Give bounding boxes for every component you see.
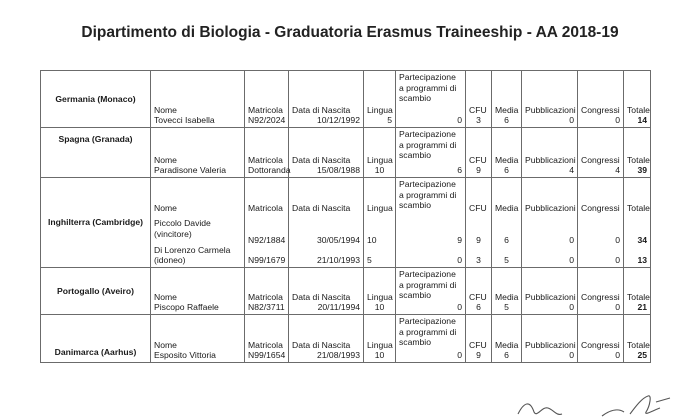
- data-header: Data di Nascita: [292, 339, 351, 350]
- country-cell: Portogallo (Aveiro): [41, 268, 151, 315]
- lingua-header: Lingua: [367, 104, 393, 115]
- pubblicazioni-header: Pubblicazioni: [525, 104, 576, 115]
- cfu-value: 9: [476, 165, 481, 176]
- totale-header: Totale: [627, 154, 650, 165]
- data-header: Data di Nascita: [292, 203, 351, 213]
- handwritten-signature: [510, 388, 680, 420]
- partecipazione-value: 0: [457, 350, 462, 361]
- congressi-header: Congressi: [581, 154, 620, 165]
- matricola-header: Matricola: [248, 291, 283, 302]
- congressi-value: 0: [615, 255, 620, 266]
- nome-header: Nome: [154, 203, 177, 213]
- matricola-value: N92/2024: [248, 115, 286, 126]
- cfu-header: CFU: [469, 291, 487, 302]
- totale-value: 21: [637, 302, 647, 313]
- country-cell: Danimarca (Aarhus): [41, 315, 151, 363]
- matricola-header: Matricola: [248, 339, 283, 350]
- nome-value: Piscopo Raffaele: [154, 302, 219, 313]
- cfu-value: 3: [476, 115, 481, 126]
- partecipazione-header: Partecipazione a programmi di scambio: [399, 129, 457, 161]
- nome-value: Piccolo Davide (vincitore): [154, 218, 211, 240]
- totale-value: 39: [637, 165, 647, 176]
- table-row: [41, 128, 651, 178]
- nome-header: Nome: [154, 339, 177, 350]
- pubblicazioni-value: 0: [569, 302, 574, 313]
- cfu-value: 9: [476, 235, 481, 246]
- lingua-value: 10: [374, 165, 385, 176]
- page-title: Dipartimento di Biologia - Graduatoria Erasmus Traineeship - AA 2018-19: [81, 24, 619, 41]
- pubblicazioni-value: 0: [569, 235, 574, 246]
- data-value: 15/08/1988: [316, 165, 360, 176]
- country-cell: Inghilterra (Cambridge): [41, 178, 151, 268]
- data-value: 21/10/1993: [316, 255, 360, 266]
- cfu-value: 3: [476, 255, 481, 266]
- media-value: 5: [504, 255, 509, 266]
- congressi-value: 0: [615, 115, 620, 126]
- cfu-value: 9: [476, 350, 481, 361]
- partecipazione-value: 6: [457, 165, 462, 176]
- media-value: 6: [504, 235, 509, 246]
- matricola-value: N92/1884: [248, 235, 286, 246]
- nome-header: Nome: [154, 291, 177, 302]
- table-row: [41, 315, 651, 363]
- congressi-header: Congressi: [581, 104, 620, 115]
- nome-header: Nome: [154, 154, 177, 165]
- totale-header: Totale: [627, 104, 650, 115]
- cfu-value: 6: [476, 302, 481, 313]
- partecipazione-value: 0: [457, 115, 462, 126]
- cfu-header: CFU: [469, 104, 487, 115]
- media-header: Media: [495, 104, 519, 115]
- partecipazione-value: 0: [457, 255, 462, 266]
- table-row: [41, 268, 651, 315]
- cfu-header: CFU: [469, 339, 487, 350]
- matricola-header: Matricola: [248, 154, 283, 165]
- media-header: Media: [495, 291, 519, 302]
- ranking-table: [40, 70, 651, 363]
- pubblicazioni-header: Pubblicazioni: [525, 339, 576, 350]
- pubblicazioni-header: Pubblicazioni: [525, 291, 576, 302]
- totale-value: 13: [637, 255, 647, 266]
- partecipazione-header: Partecipazione a programmi di scambio: [399, 72, 457, 104]
- data-value: 30/05/1994: [316, 235, 360, 246]
- matricola-header: Matricola: [248, 104, 283, 115]
- matricola-header: Matricola: [248, 203, 283, 213]
- table-row: [41, 71, 651, 128]
- country-cell: Spagna (Granada): [41, 128, 151, 178]
- lingua-header: Lingua: [367, 203, 393, 213]
- totale-value: 25: [637, 350, 647, 361]
- congressi-value: 0: [615, 302, 620, 313]
- lingua-header: Lingua: [367, 339, 393, 350]
- pubblicazioni-value: 0: [569, 255, 574, 266]
- totale-header: Totale: [627, 339, 650, 350]
- lingua-value: 10: [367, 235, 377, 246]
- pubblicazioni-header: Pubblicazioni: [525, 203, 576, 213]
- partecipazione-value: 9: [457, 234, 462, 245]
- data-header: Data di Nascita: [292, 104, 351, 115]
- partecipazione-header: Partecipazione a programmi di scambio: [399, 269, 457, 301]
- congressi-value: 0: [615, 235, 620, 246]
- totale-value: 14: [637, 115, 647, 126]
- nome-value: Paradisone Valeria: [154, 165, 226, 176]
- data-value: 10/12/1992: [316, 115, 360, 126]
- partecipazione-header: Partecipazione a programmi di scambio: [399, 179, 457, 211]
- totale-value: 34: [637, 235, 647, 246]
- data-header: Data di Nascita: [292, 154, 351, 165]
- lingua-header: Lingua: [367, 154, 393, 165]
- congressi-header: Congressi: [581, 203, 620, 213]
- congressi-header: Congressi: [581, 291, 620, 302]
- media-header: Media: [495, 339, 519, 350]
- country-cell: Germania (Monaco): [41, 71, 151, 128]
- media-value: 6: [504, 350, 509, 361]
- totale-header: Totale: [627, 291, 650, 302]
- partecipazione-value: 0: [457, 302, 462, 313]
- lingua-value: 10: [374, 350, 385, 361]
- data-value: 20/11/1994: [317, 302, 360, 313]
- media-header: Media: [495, 203, 519, 213]
- nome-value: Tovecci Isabella: [154, 115, 215, 126]
- totale-header: Totale: [627, 203, 650, 213]
- partecipazione-header: Partecipazione a programmi di scambio: [399, 316, 457, 348]
- matricola-value: N99/1679: [248, 255, 286, 266]
- nome-header: Nome: [154, 104, 177, 115]
- table-row: [41, 178, 651, 268]
- matricola-value: N82/3711: [248, 302, 285, 313]
- congressi-value: 0: [615, 350, 620, 361]
- lingua-value: 5: [387, 115, 392, 126]
- lingua-value: 5: [367, 255, 372, 266]
- lingua-header: Lingua: [367, 291, 393, 302]
- congressi-value: 4: [615, 165, 620, 176]
- media-value: 5: [504, 302, 509, 313]
- matricola-value: N99/1654: [248, 350, 286, 361]
- media-header: Media: [495, 154, 519, 165]
- nome-value: Di Lorenzo Carmela (idoneo): [154, 244, 231, 266]
- media-value: 6: [504, 115, 509, 126]
- pubblicazioni-value: 4: [569, 165, 574, 176]
- congressi-header: Congressi: [581, 339, 620, 350]
- cfu-header: CFU: [469, 203, 487, 213]
- pubblicazioni-header: Pubblicazioni: [525, 154, 576, 165]
- data-header: Data di Nascita: [292, 291, 351, 302]
- matricola-value: Dottoranda: [248, 165, 291, 176]
- cfu-header: CFU: [469, 154, 487, 165]
- lingua-value: 10: [374, 302, 385, 313]
- pubblicazioni-value: 0: [569, 350, 574, 361]
- data-value: 21/08/1993: [316, 350, 360, 361]
- media-value: 6: [504, 165, 509, 176]
- nome-value: Esposito Vittoria: [154, 350, 216, 361]
- pubblicazioni-value: 0: [569, 115, 574, 126]
